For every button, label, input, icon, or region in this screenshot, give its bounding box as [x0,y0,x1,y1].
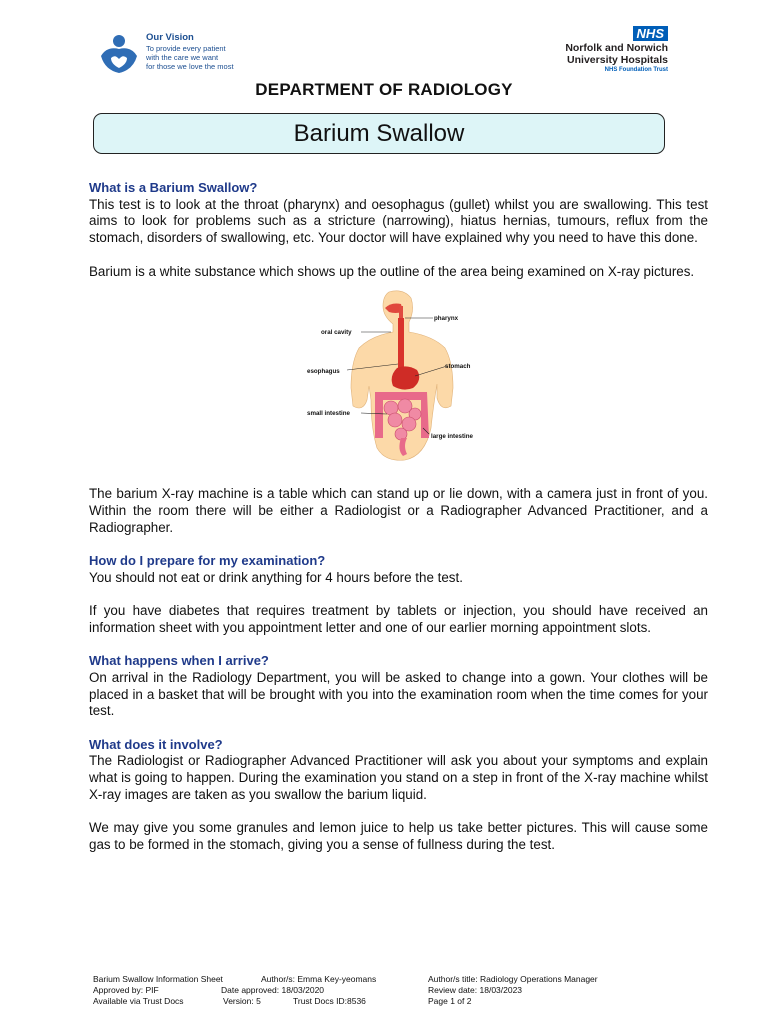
label-esophagus: esophagus [307,368,340,376]
anatomy-diagram [89,288,708,470]
footer-authors: Author/s: Emma Key-yeomans [261,974,377,984]
trust-name-line: University Hospitals [567,54,668,66]
footer-page-number: Page 1 of 2 [428,996,472,1006]
department-heading: DEPARTMENT OF RADIOLOGY [255,80,513,99]
trust-name-line: Norfolk and Norwich [565,42,668,54]
paragraph: The Radiologist or Radiographer Advanced Practitioner will ask you about your symptoms and explain what is going to happen. During the examination you stand on a step in front of the X-ray machine whilst X-ray images are taken as you swallow the barium liquid. [89,753,708,802]
label-small-intestine: small intestine [307,410,350,418]
page-header [0,0,768,78]
people-heart-icon [97,34,141,74]
label-large-intestine: large intestine [431,433,473,441]
paragraph: This test is to look at the throat (pharynx) and oesophagus (gullet) whilst you are swallowing. This test aims to look for problems such as a stricture (narrowing), hiatus hernias, tumours, reflux from the stomach, disorders of swallowing, etc. Your doctor will have explained why you need to have this done. [89,196,708,246]
label-stomach: stomach [445,363,471,371]
label-oral-cavity: oral cavity [321,329,352,337]
digestive-system-illustration [305,288,495,468]
document-body [89,180,708,854]
vision-line: for those we love the most [146,62,234,71]
vision-line: To provide every patient [146,44,226,53]
footer-review-date: Review date: 18/03/2023 [428,985,523,995]
footer-sheet-name: Barium Swallow Information Sheet [93,974,223,984]
footer-author-title: Author/s title: Radiology Operations Manager [428,974,598,984]
section-heading: What happens when I arrive? [89,653,269,669]
paragraph: The barium X-ray machine is a table which can stand up or lie down, with a camera just in front of you. Within the room there will be either a Radiologist or a Radiographer Advanced Practitioner, and a Radiographer. [89,486,708,535]
section-heading: What is a Barium Swallow? [89,180,258,195]
paragraph: Barium is a white substance which shows up the outline of the area being examined on X-ray pictures. [89,263,695,279]
section-heading: What does it involve? [89,736,223,752]
document-title: Barium Swallow [93,113,665,154]
paragraph: We may give you some granules and lemon juice to help us take better pictures. This will cause some gas to be formed in the stomach, giving you a sense of fullness during the test. [89,820,708,852]
vision-title: Our Vision [146,32,194,43]
label-pharynx: pharynx [434,315,459,323]
nhs-trust-logo [540,26,670,76]
footer-available: Available via Trust Docs [93,996,184,1006]
our-vision-logo [97,30,287,78]
paragraph: You should not eat or drink anything for 4 hours before the test. [89,569,463,585]
paragraph: If you have diabetes that requires treatment by tablets or injection, you should have received an information sheet with you appointment letter and one of our earlier morning appointment slots. [89,603,708,635]
foundation-trust-line: NHS Foundation Trust [604,67,668,73]
footer-approved-by: Approved by: PIF [93,985,159,995]
vision-line: with the care we want [146,53,219,62]
document-footer [93,974,693,1007]
nhs-badge: NHS [633,26,668,41]
paragraph: On arrival in the Radiology Department, you will be asked to change into a gown. Your clothes will be placed in a basket that will be brought with you into the examination room when the time comes for your test. [89,669,708,719]
footer-version: Version: 5 [223,996,261,1006]
section-heading: How do I prepare for my examination? [89,553,326,568]
footer-trust-docs-id: Trust Docs ID:8536 [293,996,366,1006]
footer-date-approved: Date approved: 18/03/2020 [221,985,325,995]
